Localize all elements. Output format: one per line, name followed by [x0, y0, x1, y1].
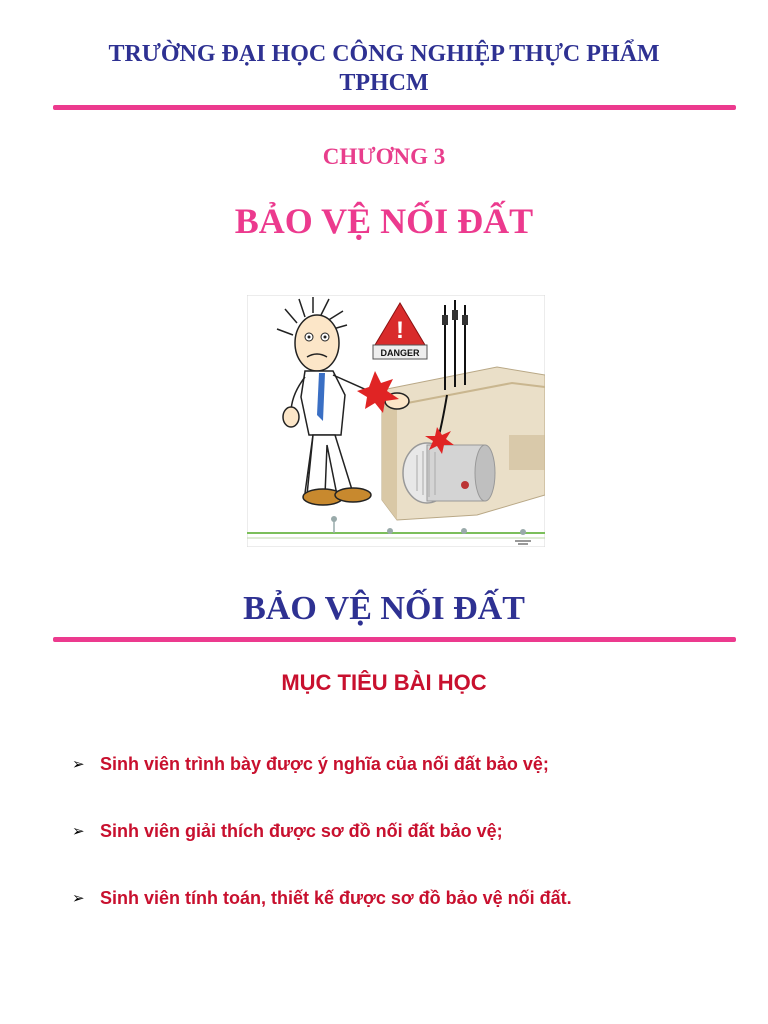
- school-name: [0, 40, 768, 98]
- danger-sign-text: DANGER: [380, 348, 420, 358]
- list-item: [72, 886, 732, 953]
- school-name-line2: TPHCM: [339, 70, 429, 96]
- list-item: [72, 752, 732, 819]
- chapter-title: BẢO VỆ NỐI ĐẤT: [234, 201, 534, 241]
- objective-text: Sinh viên tính toán, thiết kế được sơ đồ bảo vệ nối đất.: [100, 888, 572, 908]
- objectives-heading: MỤC TIÊU BÀI HỌC: [281, 670, 487, 695]
- objectives-list: [72, 752, 732, 953]
- section-divider: [53, 637, 736, 642]
- arrow-bullet-icon: ➢: [72, 889, 85, 907]
- electric-shock-illustration: [247, 295, 545, 547]
- chapter-label: CHƯƠNG 3: [322, 144, 446, 169]
- school-name-line1: TRƯỜNG ĐẠI HỌC CÔNG NGHIỆP THỰC PHẨM: [108, 41, 660, 67]
- section-title: BẢO VỆ NỐI ĐẤT: [243, 590, 525, 627]
- objective-text: Sinh viên trình bày được ý nghĩa của nối đất bảo vệ;: [100, 754, 549, 774]
- list-item: [72, 819, 732, 886]
- arrow-bullet-icon: ➢: [72, 755, 85, 773]
- header-divider: [53, 105, 736, 110]
- svg-text:!: !: [396, 317, 404, 344]
- arrow-bullet-icon: ➢: [72, 822, 85, 840]
- objective-text: Sinh viên giải thích được sơ đồ nối đất bảo vệ;: [100, 821, 503, 841]
